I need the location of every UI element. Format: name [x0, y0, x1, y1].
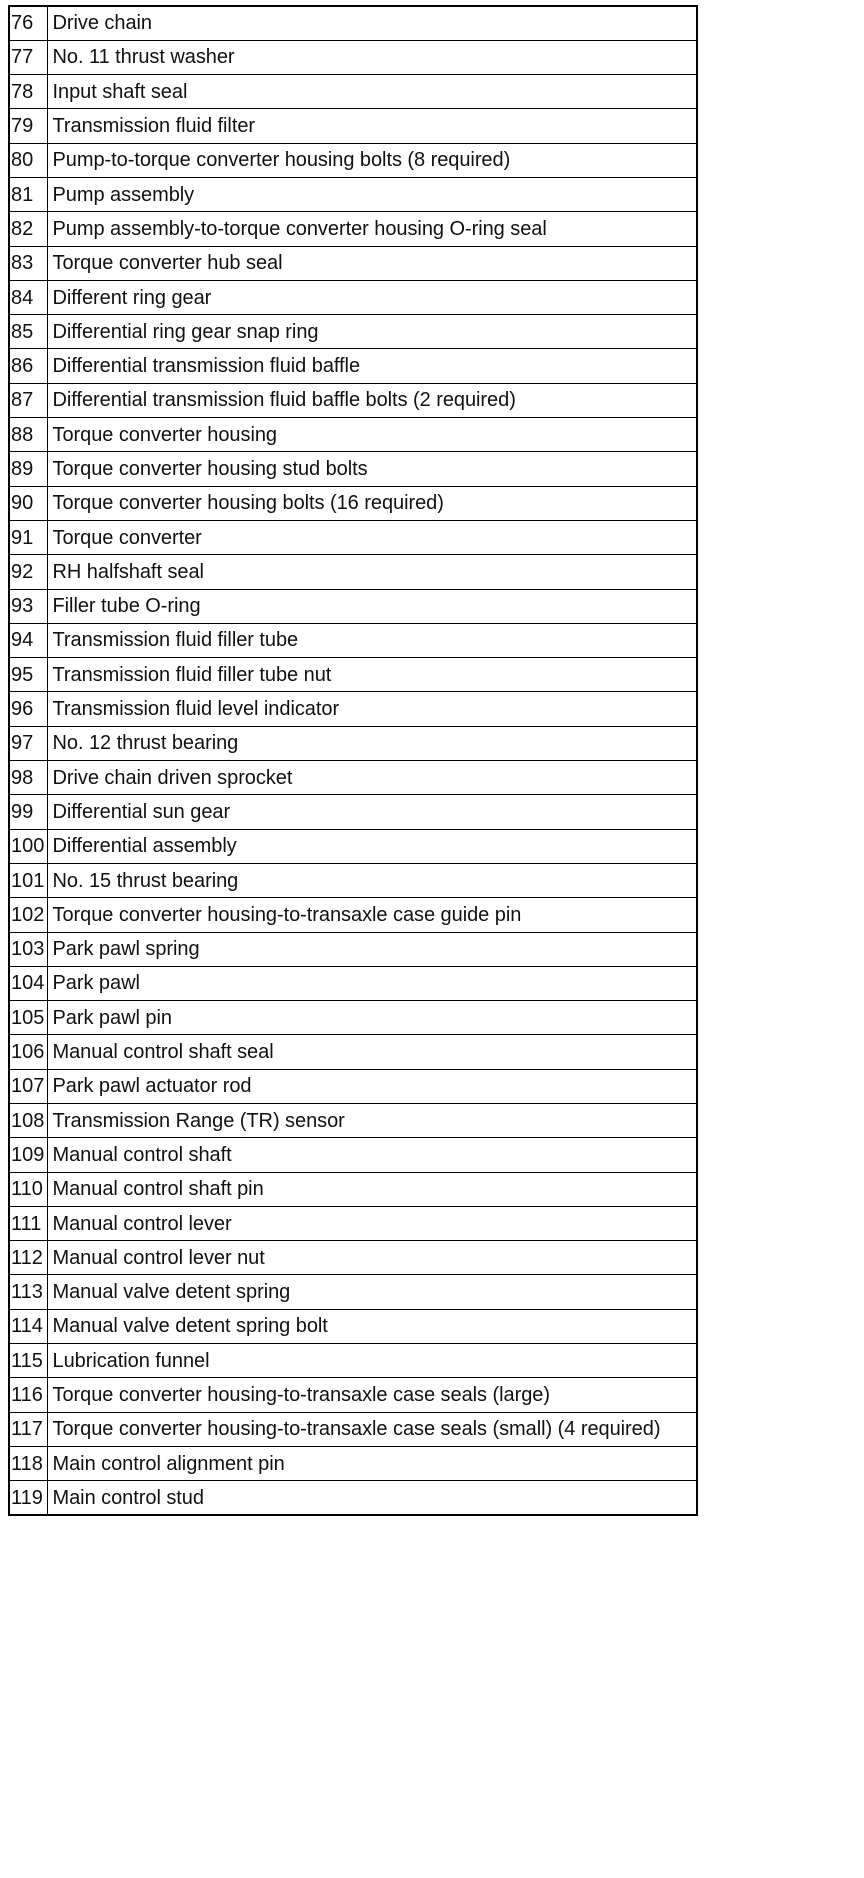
table-row	[9, 109, 697, 143]
part-number: 86	[9, 349, 47, 383]
part-number: 89	[9, 452, 47, 486]
part-number: 108	[9, 1104, 47, 1138]
part-description: Torque converter hub seal	[47, 246, 697, 280]
part-description: Pump assembly	[47, 177, 697, 211]
part-number: 80	[9, 143, 47, 177]
part-description: Input shaft seal	[47, 75, 697, 109]
part-number: 76	[9, 6, 47, 40]
part-description: Transmission fluid filler tube nut	[47, 658, 697, 692]
part-number: 111	[9, 1206, 47, 1240]
part-description: Pump assembly-to-torque converter housing O-ring seal	[47, 212, 697, 246]
table-row	[9, 520, 697, 554]
part-number: 118	[9, 1446, 47, 1480]
table-row	[9, 932, 697, 966]
table-row	[9, 143, 697, 177]
part-description: Differential ring gear snap ring	[47, 315, 697, 349]
part-number: 95	[9, 658, 47, 692]
part-number: 115	[9, 1344, 47, 1378]
table-row	[9, 1001, 697, 1035]
part-description: Torque converter housing bolts (16 required)	[47, 486, 697, 520]
part-number: 106	[9, 1035, 47, 1069]
part-number: 105	[9, 1001, 47, 1035]
part-number: 103	[9, 932, 47, 966]
table-row	[9, 315, 697, 349]
part-description: Filler tube O-ring	[47, 589, 697, 623]
table-row	[9, 658, 697, 692]
part-number: 100	[9, 829, 47, 863]
part-number: 88	[9, 418, 47, 452]
table-row	[9, 1138, 697, 1172]
part-description: Differential transmission fluid baffle bolts (2 required)	[47, 383, 697, 417]
part-description: Park pawl actuator rod	[47, 1069, 697, 1103]
table-row	[9, 1069, 697, 1103]
table-row	[9, 555, 697, 589]
table-row	[9, 452, 697, 486]
parts-legend-table	[8, 5, 698, 1516]
part-description: Drive chain driven sprocket	[47, 761, 697, 795]
part-description: RH halfshaft seal	[47, 555, 697, 589]
table-row	[9, 1172, 697, 1206]
table-row	[9, 898, 697, 932]
part-number: 114	[9, 1309, 47, 1343]
part-description: Drive chain	[47, 6, 697, 40]
part-description: Torque converter housing stud bolts	[47, 452, 697, 486]
table-row	[9, 1104, 697, 1138]
part-description: Park pawl pin	[47, 1001, 697, 1035]
table-row	[9, 726, 697, 760]
table-row	[9, 383, 697, 417]
part-description: Pump-to-torque converter housing bolts (8 required)	[47, 143, 697, 177]
part-description: Torque converter housing-to-transaxle case seals (large)	[47, 1378, 697, 1412]
part-description: Park pawl spring	[47, 932, 697, 966]
part-number: 99	[9, 795, 47, 829]
table-row	[9, 692, 697, 726]
table-row	[9, 1035, 697, 1069]
part-description: Differential sun gear	[47, 795, 697, 829]
table-row	[9, 486, 697, 520]
part-number: 112	[9, 1241, 47, 1275]
part-description: Transmission fluid filler tube	[47, 623, 697, 657]
table-row	[9, 40, 697, 74]
part-description: Manual valve detent spring	[47, 1275, 697, 1309]
table-row	[9, 1309, 697, 1343]
part-number: 110	[9, 1172, 47, 1206]
table-row	[9, 1344, 697, 1378]
part-number: 83	[9, 246, 47, 280]
part-description: Transmission Range (TR) sensor	[47, 1104, 697, 1138]
part-number: 91	[9, 520, 47, 554]
part-number: 79	[9, 109, 47, 143]
part-description: Manual control lever	[47, 1206, 697, 1240]
table-row	[9, 1481, 697, 1515]
part-number: 98	[9, 761, 47, 795]
part-description: Park pawl	[47, 966, 697, 1000]
part-description: Manual valve detent spring bolt	[47, 1309, 697, 1343]
part-number: 119	[9, 1481, 47, 1515]
part-description: Lubrication funnel	[47, 1344, 697, 1378]
part-number: 104	[9, 966, 47, 1000]
part-description: Transmission fluid filter	[47, 109, 697, 143]
part-description: Main control alignment pin	[47, 1446, 697, 1480]
table-row	[9, 349, 697, 383]
part-description: Different ring gear	[47, 280, 697, 314]
table-row	[9, 1275, 697, 1309]
table-row	[9, 623, 697, 657]
part-description: Main control stud	[47, 1481, 697, 1515]
part-number: 93	[9, 589, 47, 623]
part-description: No. 11 thrust washer	[47, 40, 697, 74]
table-row	[9, 589, 697, 623]
table-row	[9, 212, 697, 246]
part-number: 101	[9, 863, 47, 897]
part-number: 92	[9, 555, 47, 589]
table-row	[9, 1446, 697, 1480]
part-description: Transmission fluid level indicator	[47, 692, 697, 726]
table-row	[9, 1241, 697, 1275]
parts-table-body	[9, 6, 697, 1515]
part-number: 81	[9, 177, 47, 211]
table-row	[9, 1378, 697, 1412]
part-description: Torque converter	[47, 520, 697, 554]
part-number: 117	[9, 1412, 47, 1446]
part-number: 90	[9, 486, 47, 520]
part-number: 82	[9, 212, 47, 246]
table-row	[9, 863, 697, 897]
part-description: Manual control shaft seal	[47, 1035, 697, 1069]
part-number: 85	[9, 315, 47, 349]
table-row	[9, 418, 697, 452]
part-description: Manual control lever nut	[47, 1241, 697, 1275]
table-row	[9, 761, 697, 795]
table-row	[9, 6, 697, 40]
part-number: 102	[9, 898, 47, 932]
part-number: 113	[9, 1275, 47, 1309]
part-description: No. 15 thrust bearing	[47, 863, 697, 897]
table-row	[9, 1206, 697, 1240]
table-row	[9, 795, 697, 829]
part-description: Manual control shaft	[47, 1138, 697, 1172]
table-row	[9, 246, 697, 280]
part-description: Differential assembly	[47, 829, 697, 863]
part-number: 116	[9, 1378, 47, 1412]
part-description: Torque converter housing-to-transaxle case guide pin	[47, 898, 697, 932]
part-number: 78	[9, 75, 47, 109]
part-number: 77	[9, 40, 47, 74]
table-row	[9, 966, 697, 1000]
table-row	[9, 177, 697, 211]
part-description: No. 12 thrust bearing	[47, 726, 697, 760]
part-description: Torque converter housing	[47, 418, 697, 452]
table-row	[9, 1412, 697, 1446]
part-number: 84	[9, 280, 47, 314]
part-number: 97	[9, 726, 47, 760]
part-description: Torque converter housing-to-transaxle case seals (small) (4 required)	[47, 1412, 697, 1446]
part-number: 107	[9, 1069, 47, 1103]
part-description: Differential transmission fluid baffle	[47, 349, 697, 383]
table-row	[9, 829, 697, 863]
table-row	[9, 280, 697, 314]
table-row	[9, 75, 697, 109]
part-number: 109	[9, 1138, 47, 1172]
part-number: 87	[9, 383, 47, 417]
part-description: Manual control shaft pin	[47, 1172, 697, 1206]
part-number: 96	[9, 692, 47, 726]
part-number: 94	[9, 623, 47, 657]
